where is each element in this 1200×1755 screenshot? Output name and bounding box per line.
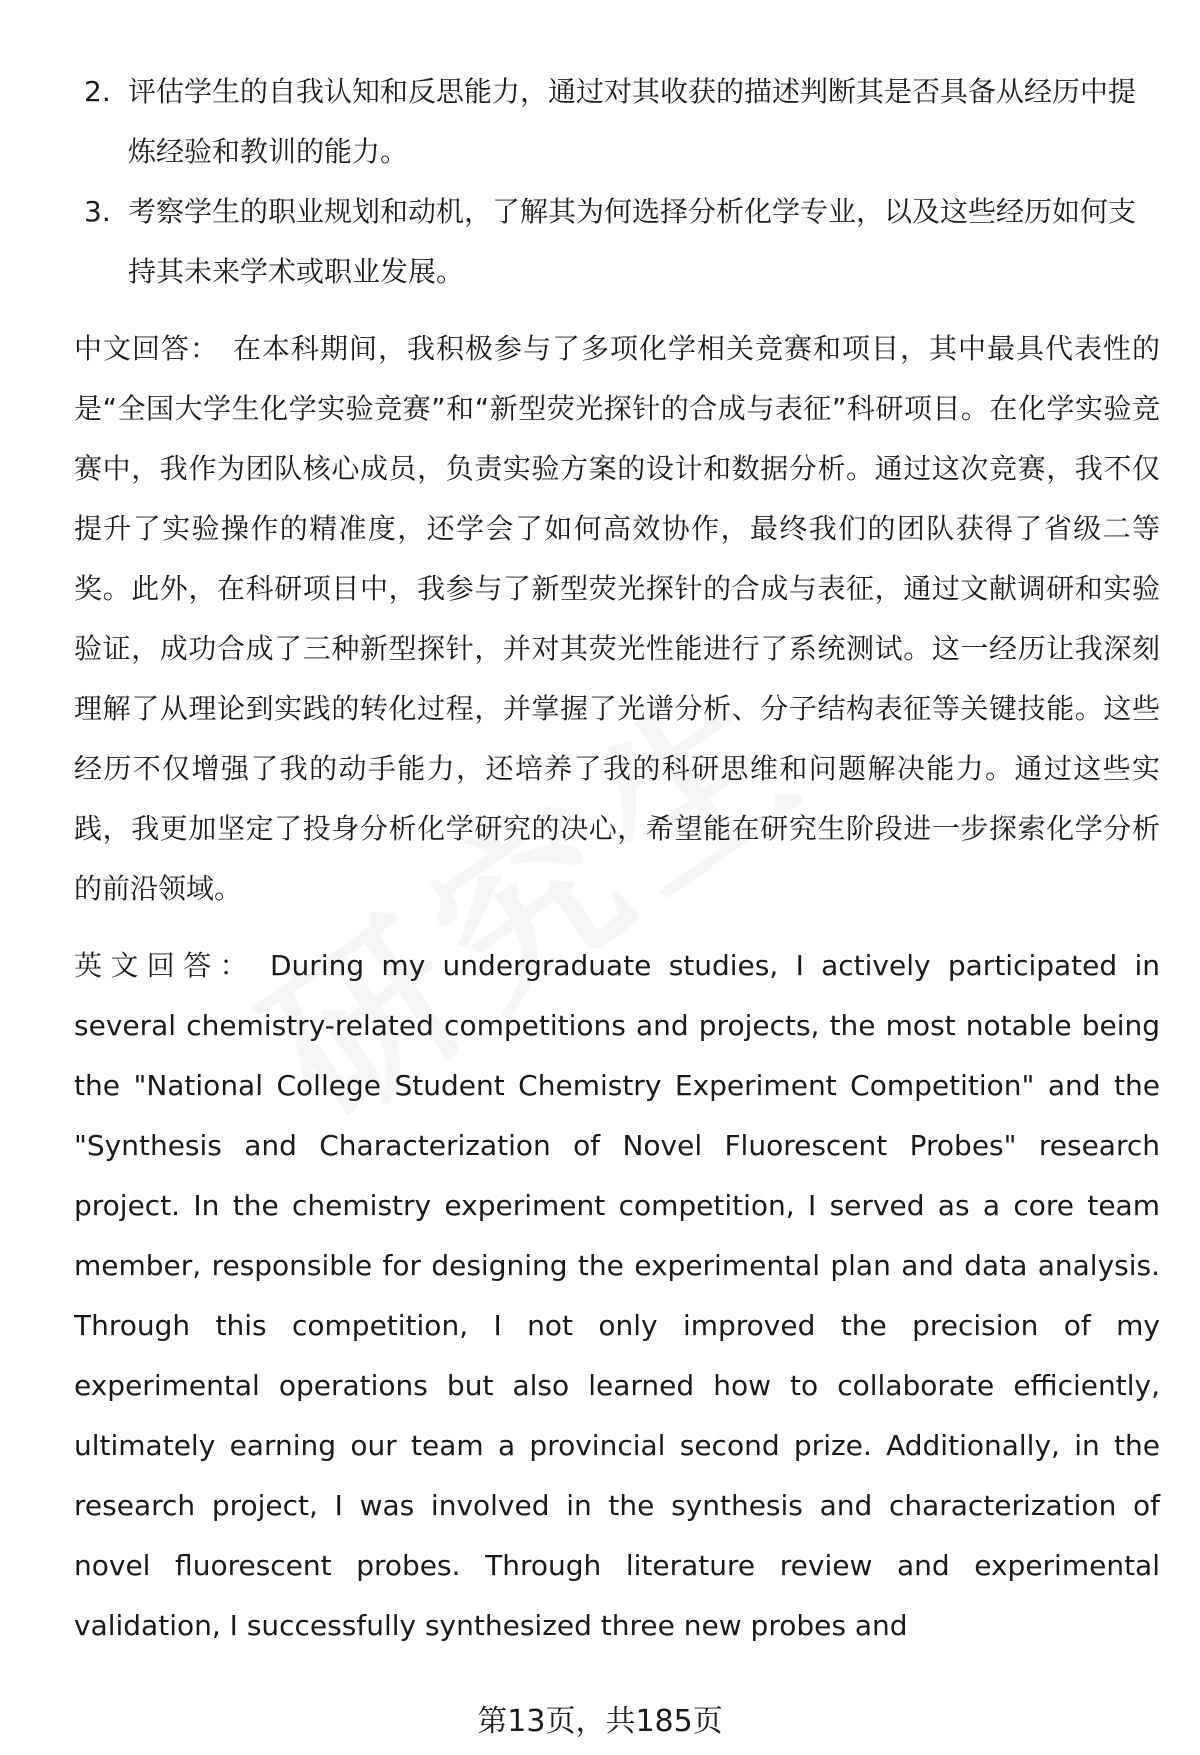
chinese-answer-text: 在本科期间，我积极参与了多项化学相关竞赛和项目，其中最具代表性的是“全国大学生化学实验竞赛”和“新型荧光探针的合成与表征”科研项目。在化学实验竞赛中，我作为团队核心成员，负责实验方案的设计和数据分析。通过这次竞赛，我不仅提升了实验操作的精准度，还学会了如何高效协作，最终我们的团队获得了省级二等奖。此外，在科研项目中，我参与了新型荧光探针的合成与表征，通过文献调研和实验验证，成功合成了三种新型探针，并对其荧光性能进行了系统测试。这一经历让我深刻理解了从理论到实践的转化过程，并掌握了光谱分析、分子结构表征等关键技能。这些经历不仅增强了我的动手能力，还培养了我的科研思维和问题解决能力。通过这些实践，我更加坚定了投身分析化学研究的决心，希望能在研究生阶段进一步探索化学分析的前沿领域。 bbox=[74, 332, 1160, 905]
list-text: 评估学生的自我认知和反思能力，通过对其收获的描述判断其是否具备从经历中提炼经验和教训的能力。 bbox=[128, 75, 1137, 168]
list-number: 3. bbox=[84, 195, 111, 228]
english-answer-label: 英文回答： bbox=[74, 949, 256, 982]
chinese-answer bbox=[74, 319, 1160, 919]
page-footer bbox=[0, 1702, 1200, 1742]
page-content bbox=[74, 62, 1160, 1656]
list-item bbox=[74, 182, 1160, 302]
page-number: 第13页，共185页 bbox=[477, 1704, 723, 1739]
list-text: 考察学生的职业规划和动机，了解其为何选择分析化学专业，以及这些经历如何支持其未来学术或职业发展。 bbox=[128, 195, 1137, 288]
english-answer-text: During my undergraduate studies, I actively participated in several chemistry-related competitions and projects, the most notable being the "National College Student Chemistry Experiment Competition" and the "Synthesis and Characterization of Novel Fluorescent Probes" research project. In the chemistry experiment competition, I served as a core team member, responsible for designing the experimental plan and data analysis. Through this competition, I not only improved the precision of my experimental operations but also learned how to collaborate efficiently, ultimately earning our team a provincial second prize. Additionally, in the research project, I was involved in the synthesis and characterization of novel fluorescent probes. Through literature review and experimental validation, I successfully synthesized three new probes and bbox=[74, 949, 1160, 1642]
list-item bbox=[74, 62, 1160, 182]
list-number: 2. bbox=[84, 75, 111, 108]
english-answer bbox=[74, 936, 1160, 1656]
chinese-answer-label: 中文回答： bbox=[74, 332, 219, 365]
